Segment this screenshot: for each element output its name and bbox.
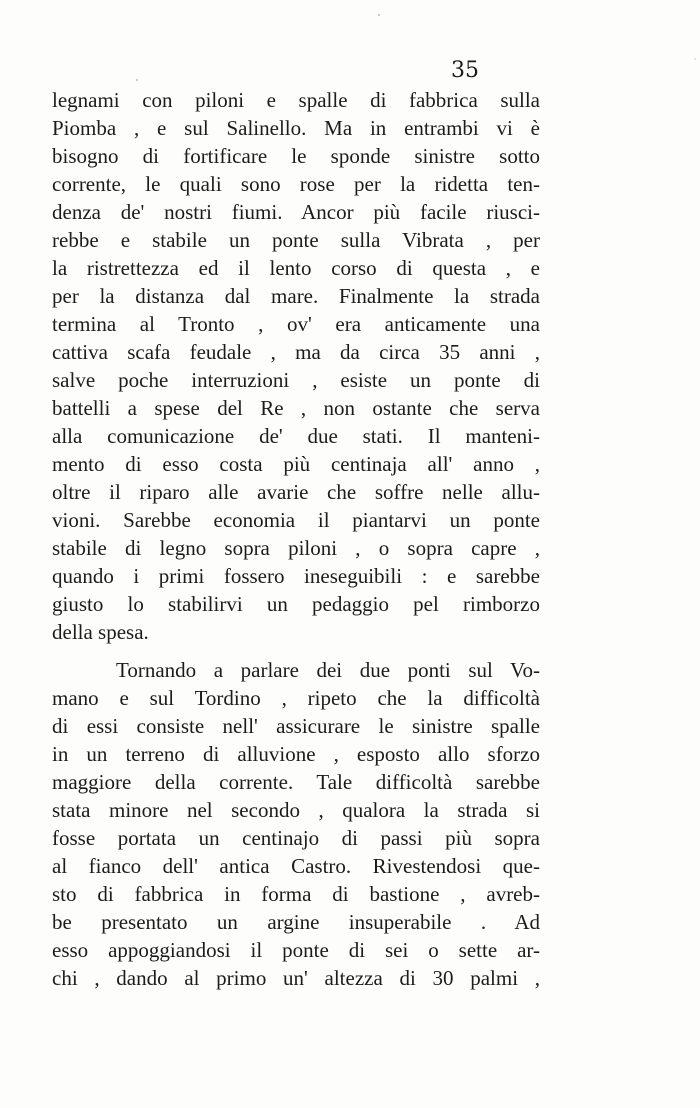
text-line: salve poche interruzioni , esiste un ponte di [52,368,540,392]
text-line: la ristrettezza ed il lento corso di questa , e [52,256,540,280]
paragraph-gap [52,646,540,656]
text-line: cattiva scafa feudale , ma da circa 35 anni , [52,340,540,364]
paragraph [52,86,540,646]
text-line: mento di esso costa più centinaja all' anno , [52,452,540,476]
text-line: battelli a spese del Re , non ostante che serva [52,396,540,420]
text-line: legnami con piloni e spalle di fabbrica sulla [52,88,540,112]
text-line: sto di fabbrica in forma di bastione , avreb- [52,882,540,906]
text-line: oltre il riparo alle avarie che soffre nelle allu- [52,480,540,504]
text-line: alla comunicazione de' due stati. Il manteni- [52,424,540,448]
paper-speck [378,14,380,16]
text-line: stabile di legno sopra piloni , o sopra capre , [52,536,540,560]
text-line: della spesa. [52,620,149,644]
text-line: in un terreno di alluvione , esposto allo sforzo [52,742,540,766]
text-line: corrente, le quali sono rose per la ridetta ten- [52,172,540,196]
text-line: stata minore nel secondo , qualora la strada si [52,798,540,822]
text-line: mano e sul Tordino , ripeto che la difficoltà [52,686,540,710]
text-line: chi , dando al primo un' altezza di 30 palmi , [52,966,540,990]
text-line: be presentato un argine insuperabile . Ad [52,910,540,934]
page-number: 35 [451,58,479,83]
text-line: bisogno di fortificare le sponde sinistre sotto [52,144,540,168]
text-line: per la distanza dal mare. Finalmente la strada [52,284,540,308]
text-line: Tornando a parlare dei due ponti sul Vo- [116,658,540,682]
text-line: rebbe e stabile un ponte sulla Vibrata , per [52,228,540,252]
text-line: quando i primi fossero ineseguibili : e sarebbe [52,564,540,588]
paragraph [52,656,540,992]
text-line: denza de' nostri fiumi. Ancor più facile riusci- [52,200,540,224]
text-line: giusto lo stabilirvi un pedaggio pel rimborzo [52,592,540,616]
text-line: maggiore della corrente. Tale difficoltà sarebbe [52,770,540,794]
body-text [52,86,540,992]
text-line: fosse portata un centinajo di passi più sopra [52,826,540,850]
paper-speck [694,58,696,60]
text-line: vioni. Sarebbe economia il piantarvi un ponte [52,508,540,532]
paper-speck [136,79,138,81]
text-line: al fianco dell' antica Castro. Rivestendosi que- [52,854,540,878]
text-line: Piomba , e sul Salinello. Ma in entrambi vi è [52,116,540,140]
text-line: esso appoggiandosi il ponte di sei o sette ar- [52,938,540,962]
text-line: termina al Tronto , ov' era anticamente una [52,312,540,336]
text-line: di essi consiste nell' assicurare le sinistre spalle [52,714,540,738]
